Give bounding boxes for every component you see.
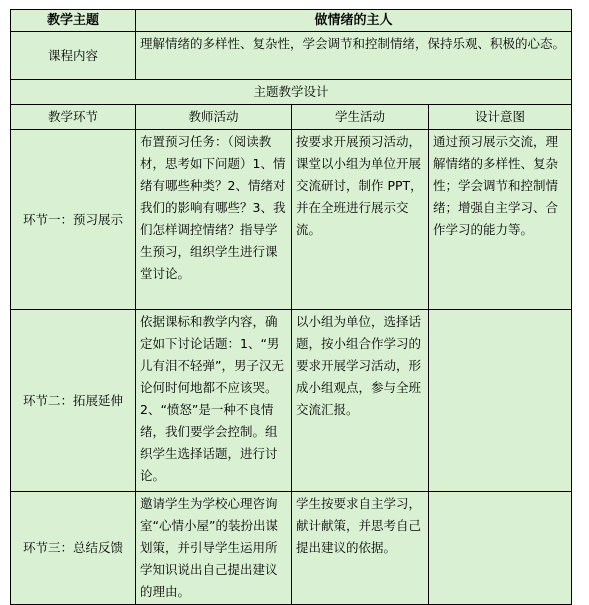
design-intent-cell: 通过预习展示交流，理解情绪的多样性、复杂性；学会调节和控制情绪；增强自主学习、合作学习的能力等。	[429, 130, 572, 310]
column-header-intent: 设计意图	[429, 105, 572, 130]
lesson-plan-table-wrapper	[10, 9, 571, 605]
column-header-row	[11, 105, 572, 130]
theme-title: 做情绪的主人	[136, 10, 572, 32]
student-activity-cell: 学生按要求自主学习，献计献策，并思考自己提出建议的依据。	[292, 492, 429, 605]
course-row	[11, 32, 572, 80]
student-activity-cell: 以小组为单位，选择话题，按小组合作学习的要求开展学习活动，形成小组观点，参与全班交流汇报。	[292, 310, 429, 492]
stage-cell: 环节一：预习展示	[11, 130, 136, 310]
design-intent-cell	[429, 492, 572, 605]
teacher-activity-cell: 依据课标和教学内容，确定如下讨论话题：1、“男儿有泪不轻弹”，男子汉无论何时何地都不应该哭。2、“愤怒”是一种不良情绪，我们要学会控制。组织学生选择话题，进行讨论。	[136, 310, 292, 492]
teacher-activity-cell: 邀请学生为学校心理咨询室“心情小屋”的装扮出谋划策，并引导学生运用所学知识说出自己提出建议的理由。	[136, 492, 292, 605]
design-intent-cell	[429, 310, 572, 492]
lesson-plan-table	[10, 9, 572, 605]
column-header-stage: 教学环节	[11, 105, 136, 130]
course-content: 理解情绪的多样性、复杂性，学会调节和控制情绪，保持乐观、积极的心态。	[136, 32, 572, 80]
section-title-row	[11, 80, 572, 105]
course-label: 课程内容	[11, 32, 136, 80]
stage-cell: 环节二：拓展延伸	[11, 310, 136, 492]
header-row	[11, 10, 572, 32]
stage-cell: 环节三：总结反馈	[11, 492, 136, 605]
table-row	[11, 492, 572, 605]
column-header-student: 学生活动	[292, 105, 429, 130]
teacher-activity-cell: 布置预习任务：（阅读教材，思考如下问题）1、情绪有哪些种类？2、情绪对我们的影响有哪些？3、我们怎样调控情绪？指导学生预习，组织学生进行课堂讨论。	[136, 130, 292, 310]
section-title: 主题教学设计	[11, 80, 572, 105]
column-header-teacher: 教师活动	[136, 105, 292, 130]
student-activity-cell: 按要求开展预习活动，课堂以小组为单位开展交流研讨，制作 PPT，并在全班进行展示交流。	[292, 130, 429, 310]
table-row	[11, 310, 572, 492]
theme-label: 教学主题	[11, 10, 136, 32]
table-row	[11, 130, 572, 310]
